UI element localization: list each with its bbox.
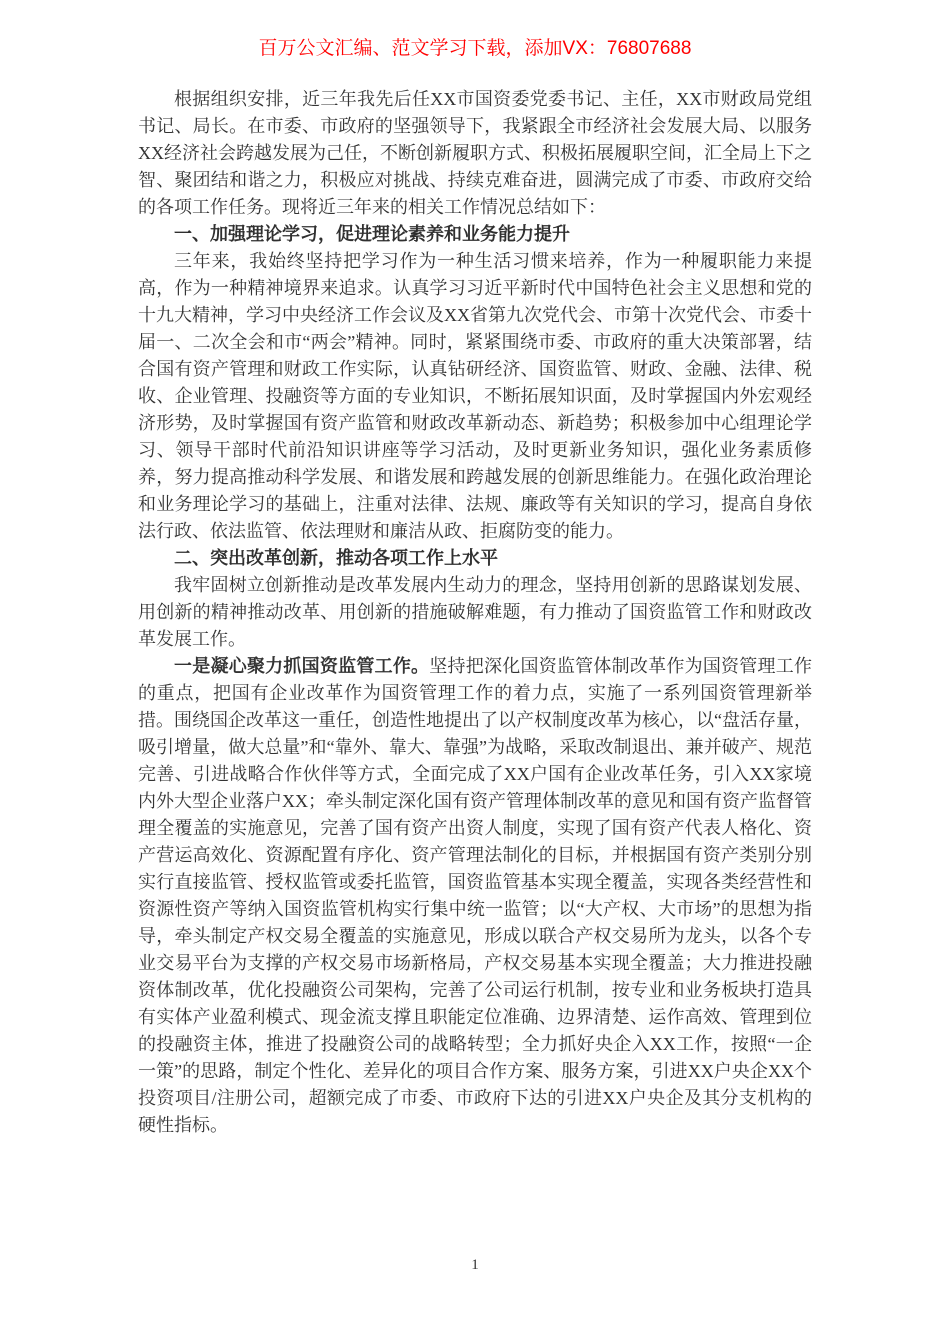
paragraph-theory-study: 三年来，我始终坚持把学习作为一种生活习惯来培养，作为一种履职能力来提高，作为一种精神境界来追求。认真学习习近平新时代中国特色社会主义思想和党的十九大精神，学习中央经济工作会议及XX省第九次党代会、市第十次党代会、市委十届一、二次全会和市“两会”精神。同时，紧紧围绕市委、市政府的重大决策部署，结合国有资产管理和财政工作实际，认真钻研经济、国资监管、财政、金融、法律、税收、企业管理、投融资等方面的专业知识，不断拓展知识面，及时掌握国内外宏观经济形势，及时掌握国有资产监管和财政改革新动态、新趋势；积极参加中心组理论学习、领导干部时代前沿知识讲座等学习活动，及时更新业务知识，强化业务素质修养，努力提高推动科学发展、和谐发展和跨越发展的创新思维能力。在强化政治理论和业务理论学习的基础上，注重对法律、法规、廉政等有关知识的学习，提高自身依法行政、依法监管、依法理财和廉洁从政、拒腐防变的能力。 [138, 251, 812, 541]
paragraph-innovation: 我牢固树立创新推动是改革发展内生动力的理念，坚持用创新的思路谋划发展、用创新的精神推动改革、用创新的措施破解难题，有力推动了国资监管工作和财政改革发展工作。 [138, 575, 812, 649]
paragraph-intro: 根据组织安排，近三年我先后任XX市国资委党委书记、主任，XX市财政局党组书记、局长。在市委、市政府的坚强领导下，我紧跟全市经济社会发展大局、以服务XX经济社会跨越发展为己任，不断创新履职方式、积极拓展履职空间，汇全局上下之智、聚团结和谐之力，积极应对挑战、持续克难奋进，圆满完成了市委、市政府交给的各项工作任务。现将近三年来的相关工作情况总结如下： [138, 89, 812, 217]
document-body [138, 86, 812, 1139]
header-promo-text: 百万公文汇编、范文学习下载，添加VX：76807688 [258, 38, 692, 59]
paragraph-soe-supervision [138, 653, 812, 1139]
section-heading-2: 二、突出改革创新，推动各项工作上水平 [174, 548, 498, 568]
paragraph-soe-supervision-text: 坚持把深化国资监管体制改革作为国资管理工作的重点，把国有企业改革作为国资管理工作的着力点，实施了一系列国资管理新举措。围绕国企改革这一重任，创造性地提出了以产权制度改革为核心，以“盘活存量，吸引增量，做大总量”和“靠外、靠大、靠强”为战略，采取改制退出、兼并破产、规范完善、引进战略合作伙伴等方式，全面完成了XX户国有企业改革任务，引入XX家境内外大型企业落户XX；牵头制定深化国有资产管理体制改革的意见和国有资产监督管理全覆盖的实施意见，完善了国有资产出资人制度，实现了国有资产代表人格化、资产营运高效化、资源配置有序化、资产管理法制化的目标，并根据国有资产类别分别实行直接监管、授权监管或委托监管，国资监管基本实现全覆盖，实现各类经营性和资源性资产等纳入国资监管机构实行集中统一监管；以“大产权、大市场”的思想为指导，牵头制定产权交易全覆盖的实施意见，形成以联合产权交易所为龙头，以各个专业交易平台为支撑的产权交易市场新格局，产权交易基本实现全覆盖；大力推进投融资体制改革，优化投融资公司架构，完善了公司运行机制，按专业和业务板块打造具有实体产业盈利模式、现金流支撑且职能定位准确、边界清楚、运作高效、管理到位的投融资主体，推进了投融资公司的战略转型；全力抓好央企入XX工作，按照“一企一策”的思路，制定个性化、差异化的项目合作方案、服务方案，引进XX户央企XX个投资项目/注册公司，超额完成了市委、市政府下达的引进XX户央企及其分支机构的硬性指标。 [138, 656, 813, 1135]
paragraph-soe-supervision-lead: 一是凝心聚力抓国资监管工作。 [174, 656, 430, 676]
section-heading-1: 一、加强理论学习，促进理论素养和业务能力提升 [174, 224, 570, 244]
page-number: 1 [471, 1257, 479, 1273]
